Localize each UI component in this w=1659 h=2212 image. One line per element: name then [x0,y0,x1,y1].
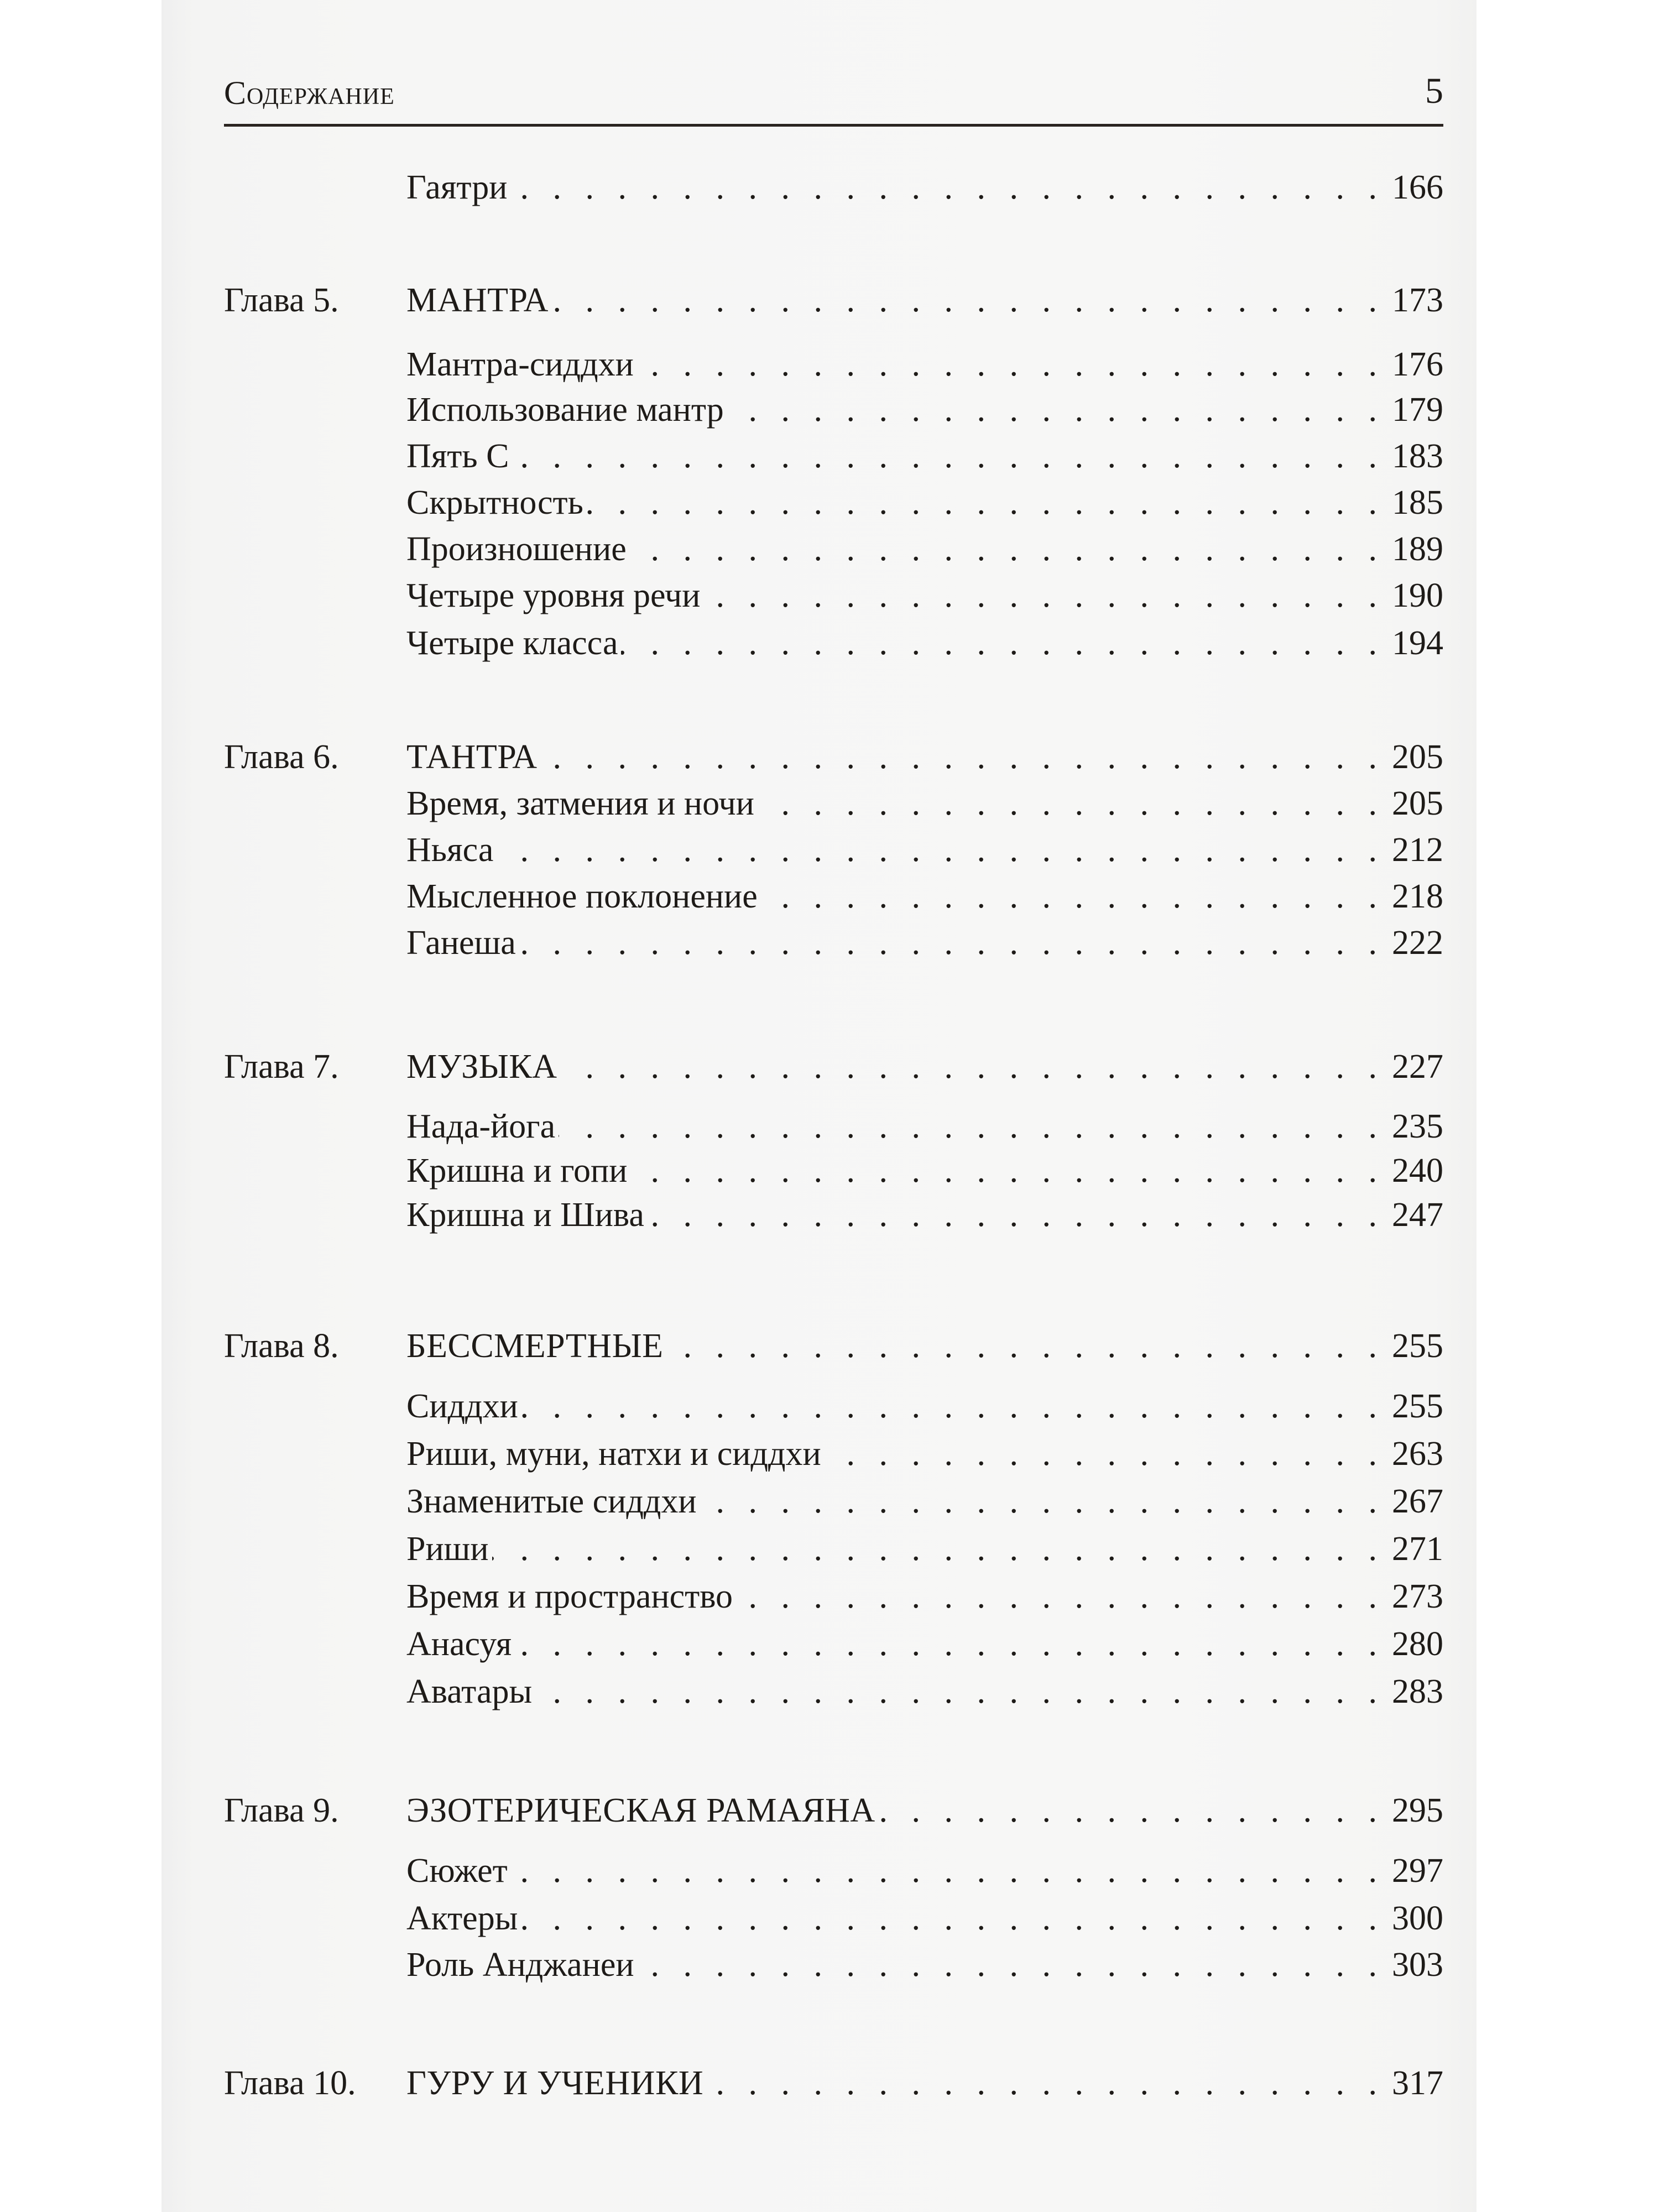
toc-chapter-row[interactable] [224,730,1443,774]
section-title: Кришна и Шива [406,1196,644,1234]
running-head [224,65,1443,109]
dot-leader [541,740,1385,774]
dot-leader [700,1484,1385,1519]
chapter-label: Глава 8. [224,1327,339,1365]
section-page: 255 [1392,1387,1443,1425]
dot-leader [492,1532,1385,1566]
dot-leader [587,486,1385,520]
section-page: 240 [1392,1152,1443,1190]
toc-section-row[interactable] [224,568,1443,613]
section-title: Скрытность [406,484,583,521]
chapter-label: Глава 9. [224,1792,339,1829]
dot-leader [511,1854,1385,1888]
section-page: 280 [1392,1625,1443,1663]
section-title: Произношение [406,530,627,568]
toc-section-row[interactable] [224,823,1443,867]
dot-leader [519,926,1385,960]
section-page: 271 [1392,1530,1443,1568]
chapter-page: 317 [1392,2064,1443,2102]
section-page: 189 [1392,530,1443,568]
toc-chapter-row[interactable] [224,1040,1443,1084]
chapter-title: ЭЗОТЕРИЧЕСКАЯ РАМАЯНА [406,1792,875,1829]
section-page: 297 [1392,1852,1443,1890]
toc-section-row[interactable] [224,616,1443,660]
section-page: 235 [1392,1108,1443,1145]
section-title: Нада-йога [406,1108,556,1145]
section-page: 273 [1392,1578,1443,1615]
section-page: 176 [1392,346,1443,383]
dot-leader [761,879,1385,914]
toc-chapter-row[interactable] [224,2056,1443,2100]
toc-section-row[interactable] [224,916,1443,960]
section-title: Мысленное поклонение [406,878,758,915]
dot-leader [630,532,1385,566]
section-title: Роль Анджанеи [406,1946,634,1984]
section-page: 194 [1392,624,1443,662]
section-page: 222 [1392,924,1443,962]
page-number: 5 [1425,71,1443,111]
toc-section-row[interactable] [224,1188,1443,1232]
toc-section-row[interactable] [224,522,1443,566]
section-title: Риши, муни, натхи и сиддхи [406,1435,821,1473]
toc-section-row[interactable] [224,429,1443,473]
dot-leader [667,1329,1385,1363]
toc-section-row[interactable] [224,337,1443,382]
toc-chapter-row[interactable] [224,1783,1443,1828]
dot-leader [560,1050,1385,1084]
dot-leader [825,1437,1385,1471]
chapter-label: Глава 7. [224,1048,339,1086]
toc-section-row[interactable] [224,1379,1443,1423]
section-title: Сиддхи [406,1387,518,1425]
section-page: 267 [1392,1483,1443,1520]
section-title: Ньяса [406,831,494,869]
toc-section-row[interactable] [224,776,1443,821]
dot-leader [521,1389,1385,1423]
dot-leader [648,1198,1385,1232]
toc-section-row[interactable] [224,1522,1443,1566]
chapter-title: ТАНТРА [406,738,538,776]
section-page: 190 [1392,577,1443,614]
chapter-page: 227 [1392,1048,1443,1086]
section-page: 300 [1392,1900,1443,1937]
section-title: Время и пространство [406,1578,733,1615]
chapter-title: ГУРУ И УЧЕНИКИ [406,2064,704,2102]
dot-leader [515,1627,1385,1661]
toc-section-row[interactable] [224,1844,1443,1888]
section-page: 263 [1392,1435,1443,1473]
section-title: Четыре уровня речи [406,577,701,614]
section-title: Знаменитые сиддхи [406,1483,697,1520]
section-page: 283 [1392,1673,1443,1710]
dot-leader [707,2066,1385,2100]
toc-section-row[interactable] [224,1938,1443,1982]
chapter-title: МУЗЫКА [406,1048,557,1086]
dot-leader [879,1793,1385,1828]
toc-section-row[interactable] [224,1099,1443,1144]
toc-section-row[interactable] [224,160,1443,205]
dot-leader [621,626,1385,660]
section-title: Пять С [406,437,509,475]
chapter-label: Глава 5. [224,281,339,319]
toc-section-row[interactable] [224,383,1443,427]
chapter-title: МАНТРА [406,281,549,319]
section-title: Четыре класса [406,624,618,662]
section-page: 183 [1392,437,1443,475]
section-page: 166 [1392,169,1443,206]
toc-section-row[interactable] [224,1427,1443,1471]
section-title: Аватары [406,1673,533,1710]
chapter-label: Глава 10. [224,2064,356,2102]
dot-leader [535,1674,1385,1709]
dot-leader [630,1154,1385,1188]
dot-leader [637,347,1385,382]
dot-leader [727,393,1385,427]
section-page: 247 [1392,1196,1443,1234]
section-page: 212 [1392,831,1443,869]
toc-section-row[interactable] [224,1665,1443,1709]
toc-section-row[interactable] [224,1474,1443,1519]
section-title: Мантра-сиддхи [406,346,634,383]
chapter-page: 295 [1392,1792,1443,1829]
chapter-label: Глава 6. [224,738,339,776]
dot-leader [758,786,1385,821]
section-page: 218 [1392,878,1443,915]
dot-leader [638,1948,1385,1982]
toc-section-row[interactable] [224,869,1443,914]
dot-leader [703,578,1385,613]
section-page: 303 [1392,1946,1443,1984]
toc-section-row[interactable] [224,1617,1443,1661]
section-title: Актеры [406,1900,518,1937]
dot-leader [559,1109,1385,1144]
dot-leader [552,283,1385,317]
section-title: Гаятри [406,169,508,206]
section-title: Риши [406,1530,489,1568]
dot-leader [521,1901,1385,1936]
section-title: Использование мантр [406,391,724,429]
section-page: 185 [1392,484,1443,521]
section-title: Сюжет [406,1852,508,1890]
chapter-page: 173 [1392,281,1443,319]
dot-leader [736,1579,1385,1614]
dot-leader [497,833,1385,867]
section-page: 179 [1392,391,1443,429]
chapter-title: БЕССМЕРТНЫЕ [406,1327,664,1365]
toc-section-row[interactable] [224,1569,1443,1614]
section-title: Кришна и гопи [406,1152,628,1190]
toc-chapter-row[interactable] [224,1319,1443,1363]
header-rule [224,124,1443,127]
section-title: Время, затмения и ночи [406,785,754,822]
toc-section-row[interactable] [224,1144,1443,1188]
chapter-page: 205 [1392,738,1443,776]
section-title: Анасуя [406,1625,512,1663]
section-page: 205 [1392,785,1443,822]
section-title: Ганеша [406,924,516,962]
toc-section-row[interactable] [224,476,1443,520]
chapter-page: 255 [1392,1327,1443,1365]
running-title: Содержание [224,75,395,111]
dot-leader [513,439,1385,473]
toc-section-row[interactable] [224,1891,1443,1936]
dot-leader [510,170,1385,205]
toc-chapter-row[interactable] [224,273,1443,317]
